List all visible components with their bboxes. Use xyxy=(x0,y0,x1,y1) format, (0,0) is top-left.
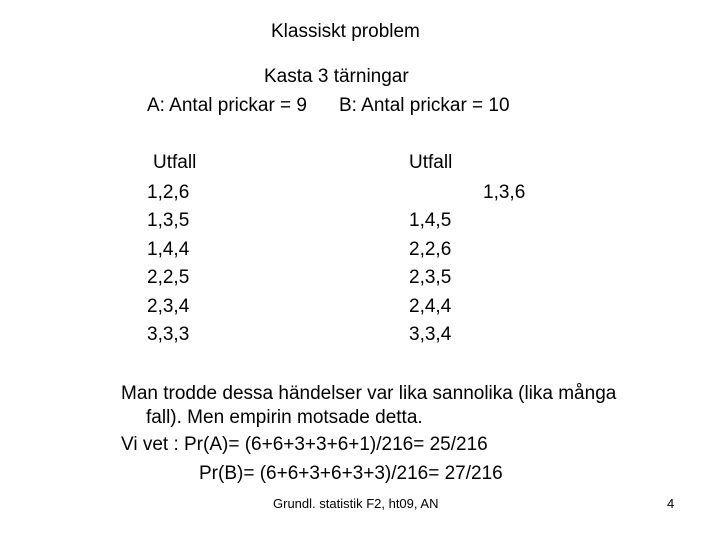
column-a-item: 3,3,3 xyxy=(147,324,190,345)
probability-a-line: Vi vet : Pr(A)= (6+6+3+3+6+1)/216= 25/216 xyxy=(121,434,488,455)
slide-footer: Grundl. statistik F2, ht09, AN xyxy=(273,496,439,511)
body-text-line: Man trodde dessa händelser var lika sannolika (lika många xyxy=(121,383,617,404)
column-b-item: 2,2,6 xyxy=(409,239,452,260)
column-a-header: Utfall xyxy=(153,152,197,173)
column-a-item: 1,3,5 xyxy=(147,210,190,231)
column-b-item: 1,4,5 xyxy=(409,210,452,231)
column-b-item: 3,3,4 xyxy=(409,324,452,345)
column-b-item: 2,3,5 xyxy=(409,267,452,288)
column-a-item: 2,2,5 xyxy=(147,267,190,288)
column-a-item: 1,2,6 xyxy=(147,182,190,203)
body-text-line: fall). Men empirin motsade detta. xyxy=(146,407,423,428)
event-a-definition: A: Antal prickar = 9 xyxy=(147,95,307,116)
slide-title: Klassiskt problem xyxy=(271,21,420,42)
column-b-item: 2,4,4 xyxy=(409,296,452,317)
column-b-item: 1,3,6 xyxy=(483,182,526,203)
event-b-definition: B: Antal prickar = 10 xyxy=(339,95,510,116)
column-b-header: Utfall xyxy=(409,152,453,173)
probability-b-line: Pr(B)= (6+6+3+6+3+3)/216= 27/216 xyxy=(199,463,503,484)
slide-subtitle: Kasta 3 tärningar xyxy=(264,66,409,87)
column-a-item: 2,3,4 xyxy=(147,296,190,317)
column-a-item: 1,4,4 xyxy=(147,239,190,260)
page-number: 4 xyxy=(667,496,675,511)
